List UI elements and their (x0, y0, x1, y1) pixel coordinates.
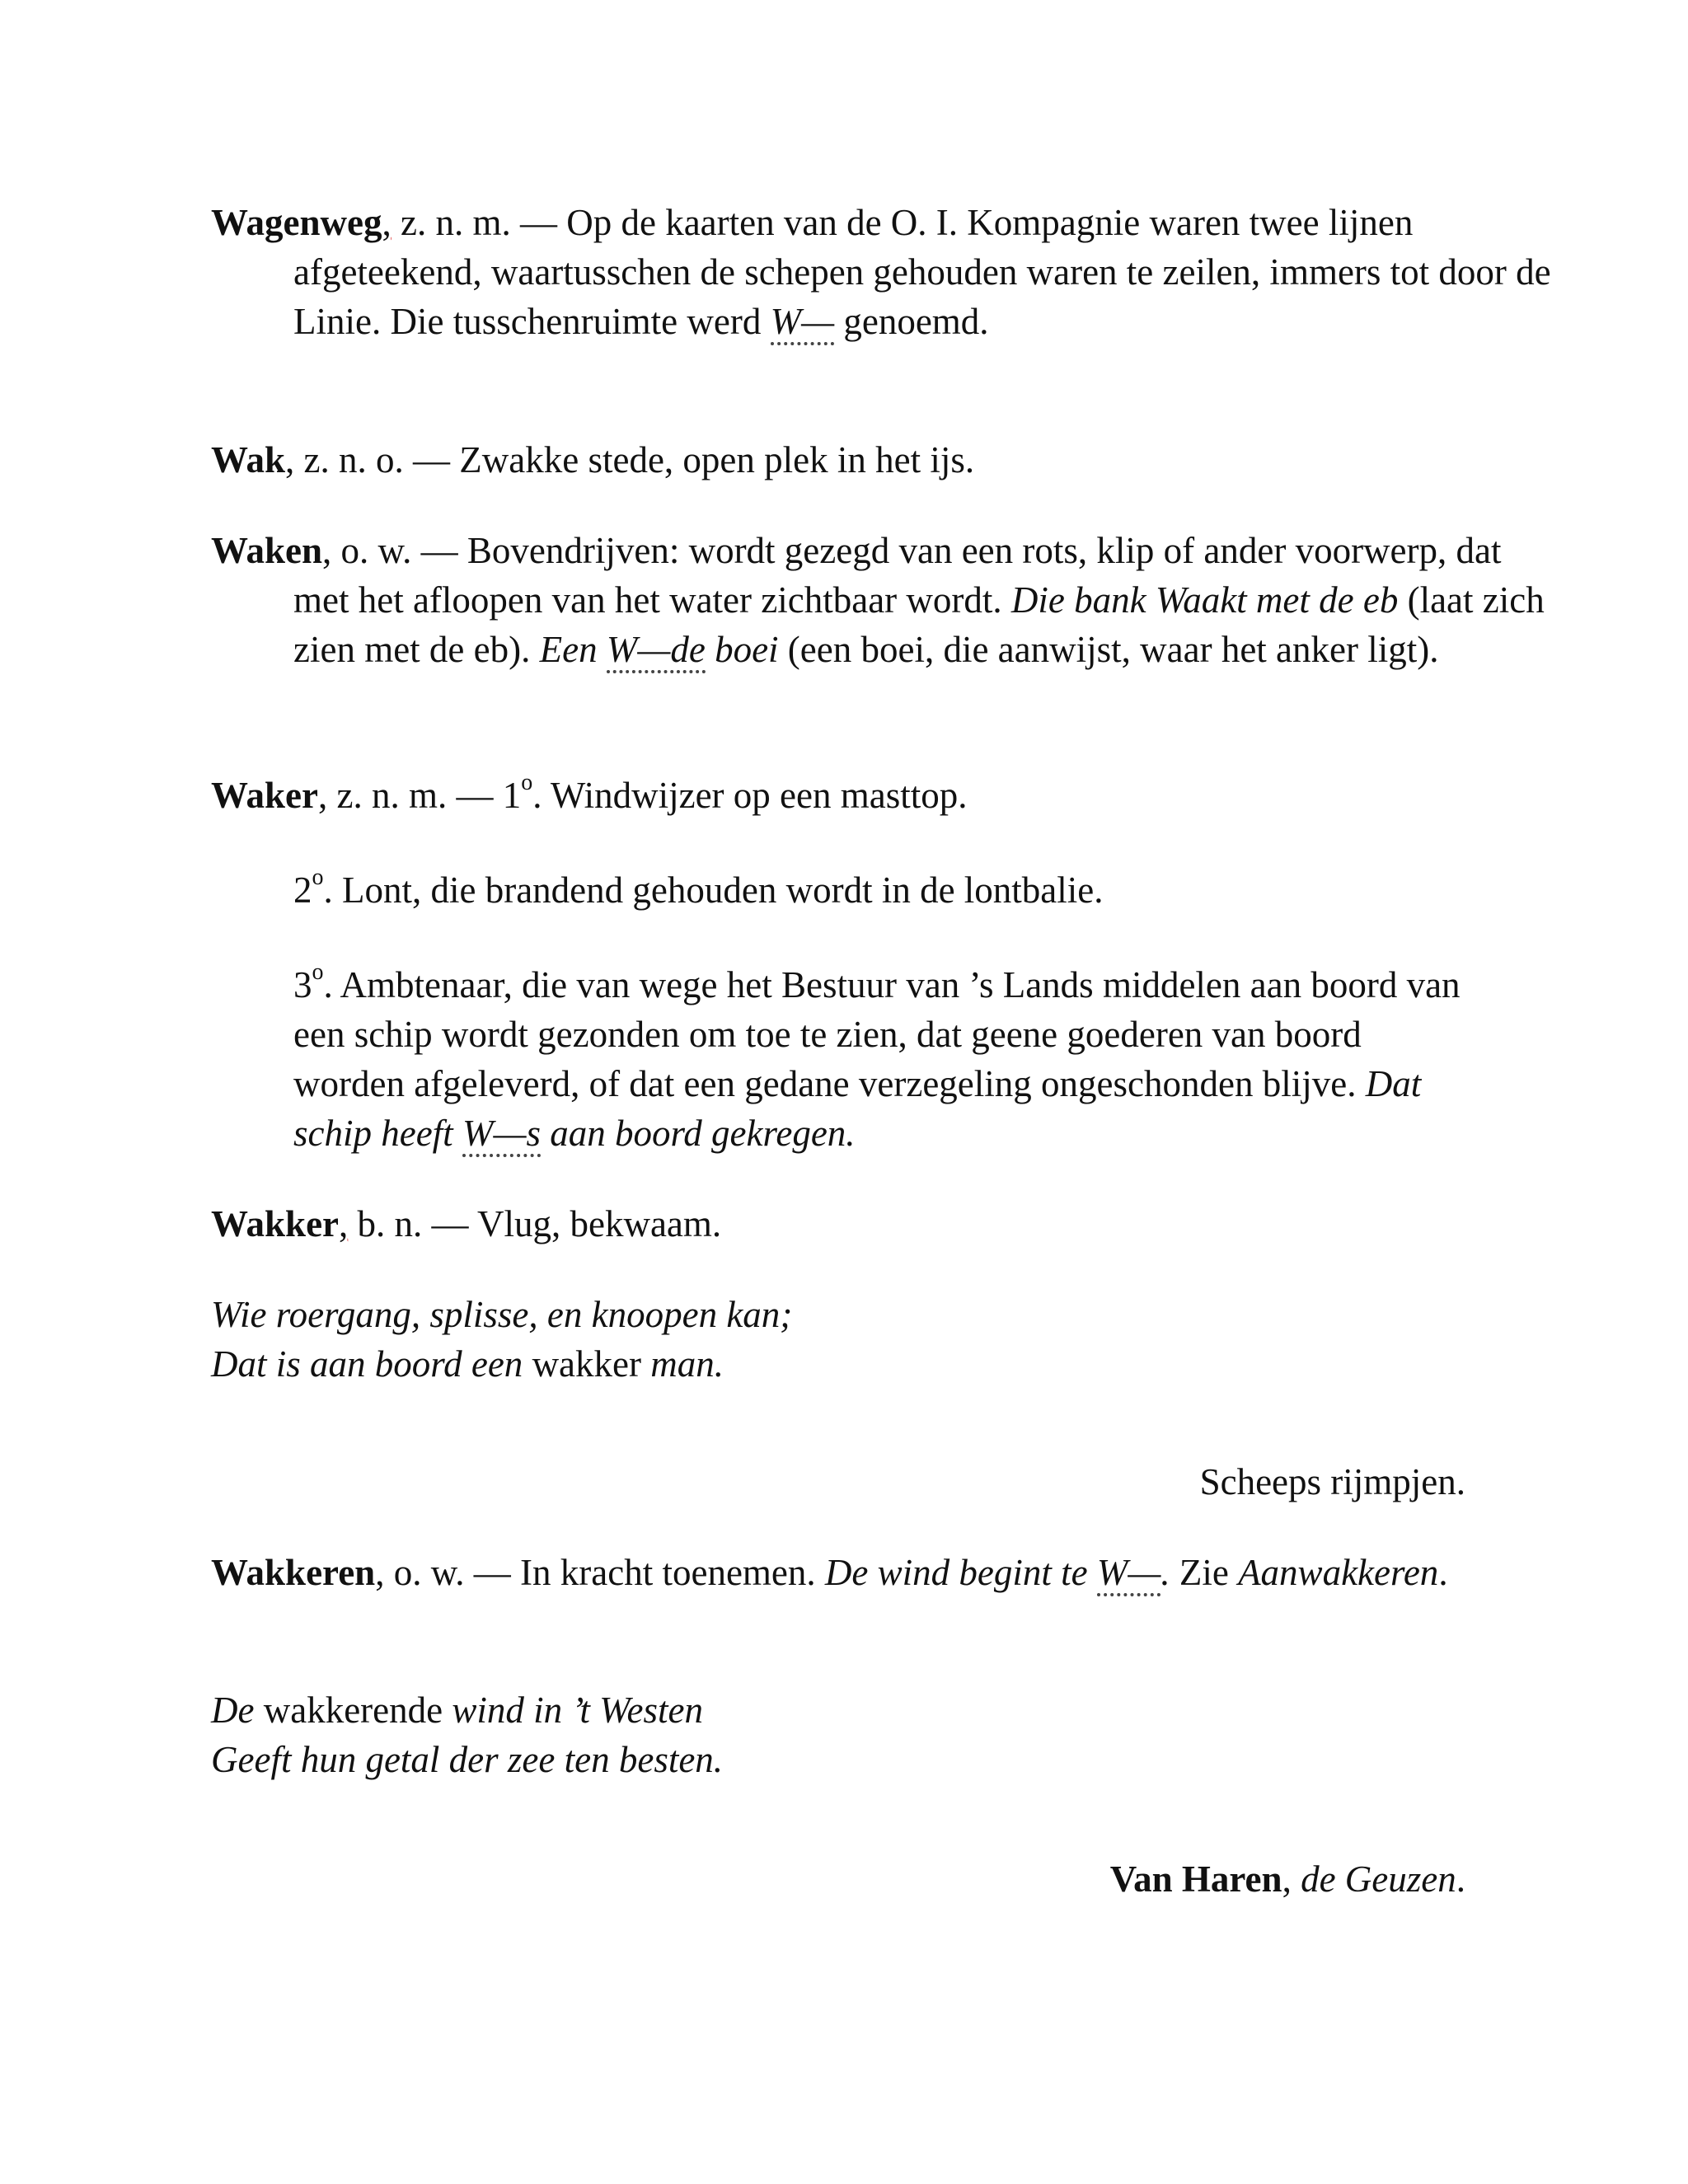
headword: Wagenweg (211, 202, 382, 243)
example-suffix: . (1160, 1552, 1170, 1593)
definition: , z. n. o. — Zwakke stede, open plek in het ijs. (285, 439, 975, 480)
definition: z. n. m. — Op de kaarten van de O. I. Kompagnie waren twee lijnen afgeteekend, waartusschen de schepen gehouden waren te zeilen, immers tot door de Linie. Die tusschenruimte werd (293, 202, 1551, 342)
verse-line (211, 1339, 1365, 1389)
verse-quote-1 (211, 1290, 1365, 1389)
author-name: Van Haren (1109, 1858, 1282, 1900)
sense-text: . Windwijzer op een masttop. (532, 775, 968, 816)
definition-tail: genoemd. (834, 301, 989, 342)
sense-text: . Ambtenaar, die van wege het Bestuur van ’s Lands middelen aan boord van een schip wordt gezonden om toe te zien, dat geene goederen van boord worden afgeleverd, of dat een gedane verzegeling ongeschonden blijve. (293, 964, 1461, 1104)
example-suffix: aan boord gekregen. (540, 1113, 856, 1154)
sense-text: . Lont, die brandend gehouden wordt in de lontbalie. (323, 869, 1104, 911)
verse-quote-2 (211, 1685, 1365, 1784)
verse-text: Wie roergang, splisse, en knoopen kan; (211, 1294, 793, 1335)
punctuation: . (1456, 1858, 1465, 1900)
verse-text: Geeft hun getal der zee ten besten. (211, 1739, 724, 1780)
spell-mark: , (339, 1203, 349, 1244)
sense-3 (293, 960, 1480, 1158)
definition: , z. n. m. — 1 (318, 775, 522, 816)
sense-2 (293, 865, 1480, 915)
example-prefix: De wind begint te (824, 1552, 1097, 1593)
entry-wagenweg (211, 198, 1563, 346)
entry-wakker (211, 1199, 1563, 1249)
definition: , o. w. — In kracht toenemen. (375, 1552, 825, 1593)
sense-number: 3 (293, 964, 312, 1005)
punctuation: . (1438, 1552, 1448, 1593)
headword: Wakker (211, 1203, 340, 1244)
see-also: Zie (1170, 1552, 1239, 1593)
verse-keyword: wakkerende (263, 1690, 443, 1731)
verse-line (211, 1735, 1365, 1784)
ordinal-mark: o (312, 959, 324, 985)
example-prefix: Dat schip heeft (293, 1063, 1422, 1154)
work-title: de Geuzen (1301, 1858, 1456, 1900)
verse-text: De (211, 1690, 264, 1731)
verse-text: man. (641, 1343, 724, 1385)
sense-number: 2 (293, 869, 312, 911)
headword: Wakkeren (211, 1552, 376, 1593)
example: Die bank Waakt met de eb (1010, 579, 1399, 621)
verse-attribution-1: Scheeps rijmpjen. (1199, 1461, 1465, 1502)
verse-text: wind in ’t Westen (443, 1690, 703, 1731)
headword: Waken (211, 530, 323, 571)
abbreviation: W— (1097, 1552, 1161, 1596)
gloss: (laat zich zien met de eb). (293, 579, 1545, 670)
headword: Wak (211, 439, 286, 480)
verse-line (211, 1685, 1365, 1735)
entry-wak (211, 435, 1563, 485)
definition: b. n. — Vlug, bekwaam. (348, 1203, 722, 1244)
ordinal-mark: o (312, 865, 324, 890)
entry-wakkeren (211, 1548, 1563, 1597)
gloss: (een boei, die aanwijst, waar het anker ligt). (778, 629, 1439, 670)
cross-reference: Aanwakkeren (1238, 1552, 1439, 1593)
verse-text: Dat is aan boord een (211, 1343, 532, 1385)
entry-waken (211, 526, 1563, 674)
verse-keyword: wakker (532, 1343, 641, 1385)
headword: Waker (211, 775, 318, 816)
example-suffix: boei (705, 629, 779, 670)
verse-attribution-2 (1110, 1854, 1465, 1904)
verse-line (211, 1290, 1365, 1339)
abbreviation: W—s (462, 1113, 541, 1157)
abbreviation: W— (771, 301, 835, 345)
spell-mark: , (382, 202, 392, 243)
abbreviation: W—de (607, 629, 706, 673)
ordinal-mark: o (521, 770, 533, 795)
separator: , (1282, 1858, 1301, 1900)
example-prefix: Een (539, 629, 607, 670)
definition: , o. w. — Bovendrijven: wordt gezegd van een rots, klip of ander voorwerp, dat met het afloopen van het water zichtbaar wordt. (293, 530, 1502, 621)
entry-waker (211, 771, 1563, 820)
